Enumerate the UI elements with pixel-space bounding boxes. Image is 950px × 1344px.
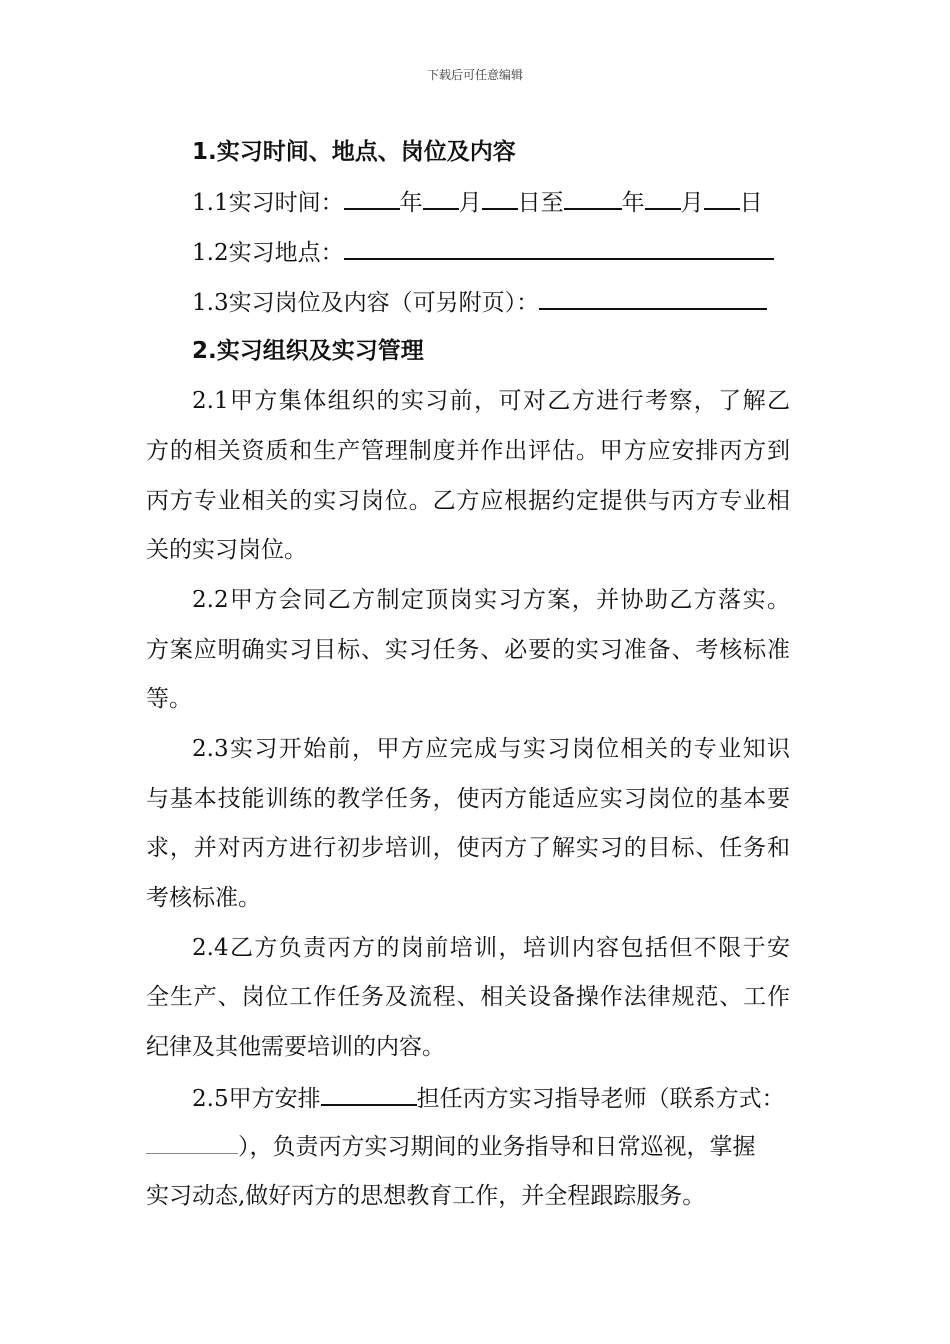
para-2-3-line: 考核标准。 [146, 885, 261, 911]
para-2-5-line: 实习动态,做好丙方的思想教育工作，并全程跟踪服务。 [146, 1183, 706, 1209]
day-unit: 日 [739, 190, 763, 216]
end-day-blank[interactable] [704, 186, 740, 210]
place-label: 1.2实习地点： [192, 240, 344, 266]
para-2-4-line: 纪律及其他需要培训的内容。 [146, 1034, 445, 1060]
para-2-5-text: 担任丙方实习指导老师（联系方式： [416, 1086, 785, 1112]
advisor-contact-blank[interactable] [146, 1131, 238, 1154]
post-blank[interactable] [539, 286, 767, 310]
start-month-blank[interactable] [423, 186, 459, 210]
month-unit: 月 [458, 190, 482, 216]
para-2-1-line: 关的实习岗位。 [146, 537, 307, 563]
para-2-5-line [146, 1131, 796, 1162]
internship-time-row [192, 186, 842, 218]
year-unit: 年 [621, 190, 645, 216]
section1-title: 1.实习时间、地点、岗位及内容 [192, 139, 516, 165]
para-2-2-line: 2.2甲方会同乙方制定顶岗实习方案，并协助乙方落实。 [192, 587, 790, 613]
start-day-blank[interactable] [482, 186, 518, 210]
para-2-2-line: 方案应明确实习目标、实习任务、必要的实习准备、考核标准 [146, 637, 790, 663]
para-2-4-line: 全生产、岗位工作任务及流程、相关设备操作法律规范、工作 [146, 984, 790, 1010]
year-unit: 年 [399, 190, 423, 216]
page-header: 下载后可任意编辑 [426, 68, 523, 82]
para-2-5-text: 2.5甲方安排 [192, 1086, 321, 1112]
place-blank[interactable] [344, 236, 774, 260]
time-label: 1.1实习时间： [192, 190, 344, 216]
start-year-blank[interactable] [344, 186, 400, 210]
internship-post-row [192, 286, 842, 318]
end-month-blank[interactable] [645, 186, 681, 210]
internship-place-row [192, 236, 842, 268]
day-to-unit: 日至 [517, 190, 564, 216]
para-2-1-line: 2.1甲方集体组织的实习前，可对乙方进行考察，了解乙 [192, 388, 790, 414]
end-year-blank[interactable] [564, 186, 622, 210]
para-2-1-line: 丙方专业相关的实习岗位。乙方应根据约定提供与丙方专业相 [146, 488, 790, 514]
month-unit: 月 [680, 190, 704, 216]
para-2-3-line: 2.3实习开始前，甲方应完成与实习岗位相关的专业知识 [192, 736, 790, 762]
post-label: 1.3实习岗位及内容（可另附页）： [192, 290, 540, 316]
para-2-2-line: 等。 [146, 686, 192, 712]
para-2-3-line: 与基本技能训练的教学任务，使丙方能适应实习岗位的基本要 [146, 786, 790, 812]
advisor-name-blank[interactable] [321, 1082, 417, 1106]
para-2-3-line: 求，并对丙方进行初步培训，使丙方了解实习的目标、任务和 [146, 835, 790, 861]
para-2-5-text: ），负责丙方实习期间的业务指导和日常巡视，掌握 [238, 1134, 756, 1160]
para-2-5-line [192, 1082, 842, 1114]
section2-title: 2.实习组织及实习管理 [192, 338, 424, 364]
para-2-4-line: 2.4乙方负责丙方的岗前培训，培训内容包括但不限于安 [192, 935, 790, 961]
para-2-1-line: 方的相关资质和生产管理制度并作出评估。甲方应安排丙方到 [146, 438, 790, 464]
